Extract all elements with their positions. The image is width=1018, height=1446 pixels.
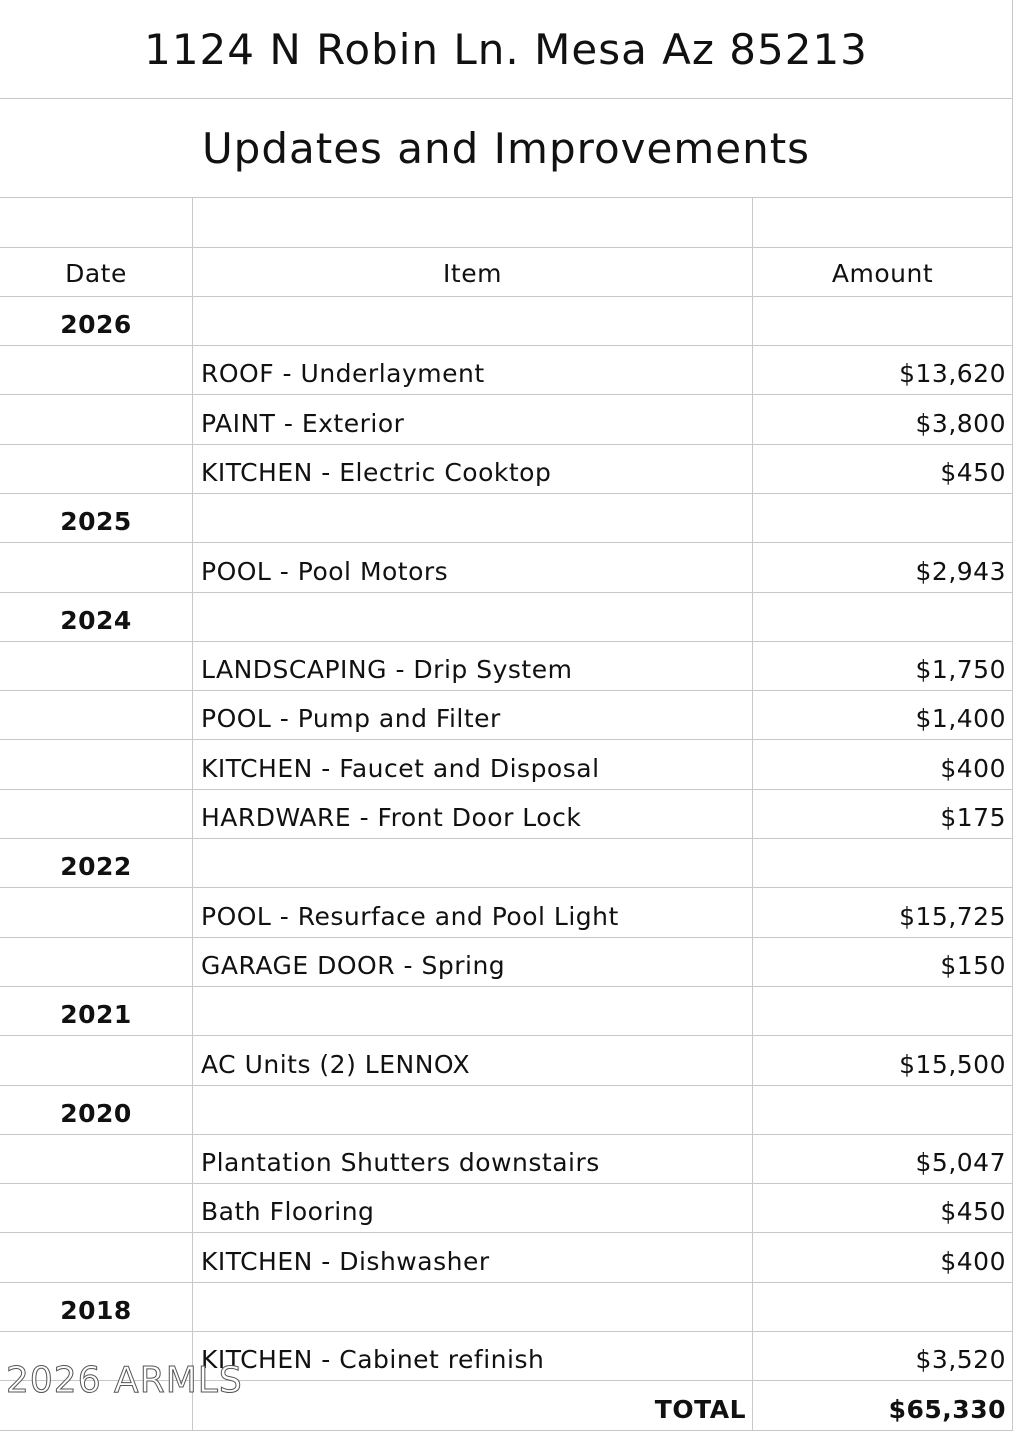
amount-cell	[753, 592, 1012, 641]
amount-cell: $175	[940, 803, 1006, 832]
amount-cell: $15,500	[899, 1049, 1006, 1079]
table-row	[0, 740, 1012, 790]
item-cell: Bath Flooring	[193, 1183, 753, 1232]
table-row	[0, 937, 1012, 987]
amount-cell: $400	[940, 753, 1006, 783]
table-row	[0, 345, 1012, 395]
item-cell: HARDWARE - Front Door Lock	[193, 789, 753, 838]
item-cell	[193, 838, 753, 887]
table-row	[0, 543, 1012, 593]
item-cell: KITCHEN - Faucet and Disposal	[193, 740, 753, 789]
amount-cell: $1,400	[915, 704, 1006, 734]
table-row	[0, 1233, 1012, 1283]
date-cell: 2026	[0, 296, 193, 345]
blank-cell	[0, 198, 193, 247]
date-cell	[0, 444, 193, 493]
date-cell	[0, 690, 193, 739]
amount-cell	[753, 986, 1012, 1035]
page-subtitle: Updates and Improvements	[0, 99, 1012, 198]
amount-cell: $450	[940, 457, 1006, 487]
amount-cell: $150	[940, 950, 1006, 980]
item-cell: Plantation Shutters downstairs	[193, 1134, 753, 1183]
date-cell	[0, 937, 193, 986]
date-cell	[0, 1183, 193, 1232]
date-cell: 2021	[0, 986, 193, 1035]
item-cell: ROOF - Underlayment	[193, 345, 753, 394]
item-cell: PAINT - Exterior	[193, 395, 753, 444]
table-row	[0, 444, 1012, 494]
amount-cell: $450	[940, 1197, 1006, 1227]
date-cell	[0, 1233, 193, 1282]
amount-cell	[753, 493, 1012, 542]
blank-row	[0, 198, 1012, 248]
item-cell: POOL - Pool Motors	[193, 543, 753, 592]
column-header-row	[0, 247, 1012, 297]
year-row	[0, 986, 1012, 1036]
blank-cell	[753, 198, 1012, 247]
item-cell	[193, 296, 753, 345]
date-cell	[0, 888, 193, 937]
table-row	[0, 789, 1012, 839]
date-cell: 2025	[0, 493, 193, 542]
table-row	[0, 690, 1012, 740]
year-row	[0, 592, 1012, 642]
date-cell: 2024	[0, 592, 193, 641]
date-cell	[0, 740, 193, 789]
amount-cell	[753, 1085, 1012, 1134]
date-cell: 2020	[0, 1085, 193, 1134]
date-cell	[0, 543, 193, 592]
amount-cell	[753, 1282, 1012, 1331]
table-row	[0, 395, 1012, 445]
table-row	[0, 641, 1012, 691]
date-cell	[0, 641, 193, 690]
amount-cell: $400	[940, 1246, 1006, 1276]
year-row	[0, 1085, 1012, 1135]
item-cell	[193, 493, 753, 542]
year-row	[0, 1282, 1012, 1332]
date-cell	[0, 395, 193, 444]
date-cell	[0, 1134, 193, 1183]
item-cell: GARAGE DOOR - Spring	[193, 937, 753, 986]
table-row	[0, 1183, 1012, 1233]
item-column-header: Item	[193, 247, 753, 296]
item-cell: LANDSCAPING - Drip System	[193, 641, 753, 690]
blank-cell	[193, 198, 753, 247]
item-cell	[193, 986, 753, 1035]
table-row	[0, 1134, 1012, 1184]
amount-cell: $3,800	[915, 408, 1006, 438]
table-row	[0, 888, 1012, 938]
item-cell: POOL - Resurface and Pool Light	[193, 888, 753, 937]
amount-cell: $3,520	[915, 1345, 1006, 1375]
item-cell	[193, 1282, 753, 1331]
date-cell	[0, 789, 193, 838]
amount-cell	[753, 838, 1012, 887]
total-label: TOTAL	[193, 1381, 753, 1430]
item-cell: KITCHEN - Dishwasher	[193, 1233, 753, 1282]
year-row	[0, 838, 1012, 888]
item-cell	[193, 1085, 753, 1134]
item-cell: POOL - Pump and Filter	[193, 690, 753, 739]
item-cell: AC Units (2) LENNOX	[193, 1036, 753, 1085]
amount-cell: $5,047	[915, 1148, 1006, 1178]
item-cell: KITCHEN - Electric Cooktop	[193, 444, 753, 493]
year-row	[0, 493, 1012, 543]
date-cell: 2018	[0, 1282, 193, 1331]
item-cell: KITCHEN - Cabinet refinish	[193, 1331, 753, 1380]
year-row	[0, 296, 1012, 346]
table-row	[0, 1036, 1012, 1086]
amount-cell: $2,943	[915, 556, 1006, 586]
amount-column-header: Amount	[831, 259, 934, 288]
date-cell	[0, 345, 193, 394]
date-cell	[0, 1036, 193, 1085]
amount-cell: $1,750	[915, 655, 1006, 685]
date-column-header: Date	[0, 247, 193, 296]
item-cell	[193, 592, 753, 641]
total-amount: $65,330	[888, 1394, 1006, 1424]
amount-cell: $15,725	[899, 901, 1006, 931]
amount-cell: $13,620	[899, 359, 1006, 389]
amount-cell	[753, 296, 1012, 345]
address-title: 1124 N Robin Ln. Mesa Az 85213	[0, 0, 1012, 99]
date-cell: 2022	[0, 838, 193, 887]
watermark: 2026 ARMLS	[6, 1360, 243, 1401]
